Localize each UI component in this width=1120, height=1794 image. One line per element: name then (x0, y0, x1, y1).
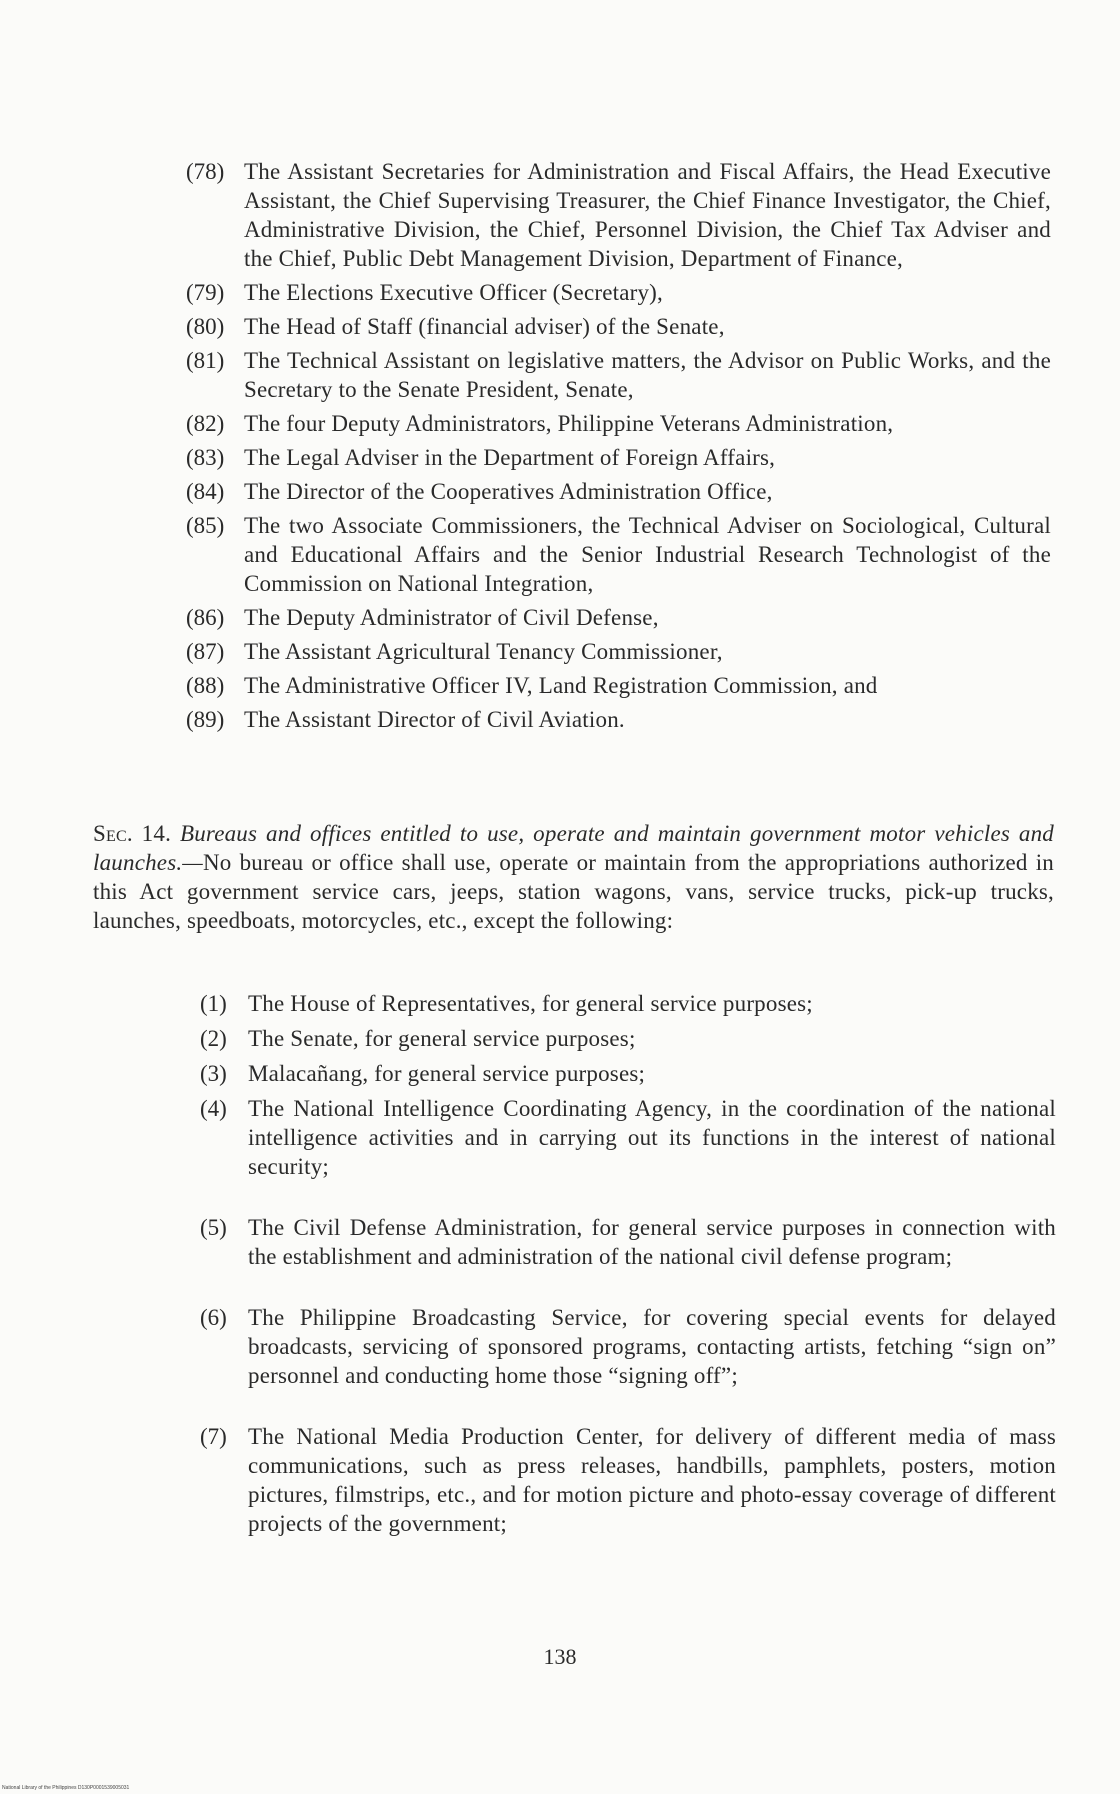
vehicle-exceptions-list (200, 989, 1056, 1544)
item-number: (87) (186, 639, 225, 664)
library-stamp: National Library of the Philippines D130P0001539005031 (2, 1785, 130, 1791)
item-text: The two Associate Commissioners, the Technical Adviser on Sociological, Cultural and Educational Affairs and the Senior Industrial Research Technologist of the Commission on National Integration, (244, 513, 1051, 596)
item-text: The National Media Production Center, for delivery of different media of mass communications, such as press releases, handbills, pamphlets, posters, motion pictures, filmstrips, etc., and for motion picture and photo-essay coverage of different projects of the government; (248, 1424, 1056, 1536)
list-item (200, 1024, 1056, 1053)
item-text: Malacañang, for general service purposes; (248, 1061, 646, 1086)
item-number: (3) (200, 1061, 227, 1086)
item-text: The Philippine Broadcasting Service, for covering special events for delayed broadcasts, servicing of sponsored programs, contacting artists, fetching “sign on” personnel and conducting home those “signing off”; (248, 1305, 1056, 1388)
list-item (186, 705, 1051, 734)
list-item (186, 443, 1051, 472)
list-item (200, 1094, 1056, 1181)
list-item (186, 477, 1051, 506)
item-number: (80) (186, 314, 225, 339)
item-number: (4) (200, 1096, 227, 1121)
item-text: The Legal Adviser in the Department of Foreign Affairs, (244, 445, 776, 470)
section-14-paragraph (93, 819, 1054, 935)
list-item (186, 671, 1051, 700)
item-number: (83) (186, 445, 225, 470)
item-number: (78) (186, 159, 225, 184)
list-item (186, 603, 1051, 632)
item-text: The four Deputy Administrators, Philippine Veterans Administration, (244, 411, 894, 436)
list-item (186, 511, 1051, 598)
item-number: (5) (200, 1215, 227, 1240)
list-item (186, 409, 1051, 438)
list-item (186, 346, 1051, 404)
list-item (186, 312, 1051, 341)
section-title: Bureaus and offices entitled to use, operate and maintain government motor vehicles and launches.— (93, 821, 1055, 875)
item-number: (82) (186, 411, 225, 436)
item-number: (2) (200, 1026, 227, 1051)
item-text: The Assistant Agricultural Tenancy Commissioner, (244, 639, 723, 664)
item-text: The Elections Executive Officer (Secretary), (244, 280, 663, 305)
item-text: The Assistant Secretaries for Administration and Fiscal Affairs, the Head Executive Assistant, the Chief Supervising Treasurer, the Chief Finance Investigator, the Chief, Administrative Division, the Chief, Personnel Division, the Chief Tax Adviser and the Chief, Public Debt Management Division, Department of Finance, (244, 159, 1051, 271)
item-number: (7) (200, 1424, 227, 1449)
item-number: (84) (186, 479, 225, 504)
item-text: The Head of Staff (financial adviser) of the Senate, (244, 314, 725, 339)
item-number: (88) (186, 673, 225, 698)
item-text: The Administrative Officer IV, Land Registration Commission, and (244, 673, 878, 698)
item-number: (6) (200, 1305, 227, 1330)
section-body: No bureau or office shall use, operate or maintain from the appropriations authorized in this Act government service cars, jeeps, station wagons, vans, service trucks, pick-up trucks, launches, speedboats, motorcycles, etc., except the following: (93, 850, 1054, 933)
item-text: The House of Representatives, for general service purposes; (248, 991, 813, 1016)
section-label: Sec. 14. (93, 821, 172, 846)
item-text: The Technical Assistant on legislative matters, the Advisor on Public Works, and the Secretary to the Senate President, Senate, (244, 348, 1051, 402)
list-item (186, 157, 1051, 273)
list-item (200, 1213, 1056, 1271)
item-text: The Director of the Cooperatives Administration Office, (244, 479, 773, 504)
item-number: (85) (186, 513, 225, 538)
list-item (200, 1059, 1056, 1088)
list-item (200, 1303, 1056, 1390)
list-item (186, 278, 1051, 307)
officials-list (186, 157, 1051, 739)
item-text: The National Intelligence Coordinating Agency, in the coordination of the national intelligence activities and in carrying out its functions in the interest of national security; (248, 1096, 1056, 1179)
item-number: (86) (186, 605, 225, 630)
item-text: The Senate, for general service purposes; (248, 1026, 636, 1051)
page-number: 138 (543, 1644, 577, 1669)
list-item (200, 989, 1056, 1018)
item-text: The Civil Defense Administration, for general service purposes in connection with the establishment and administration of the national civil defense program; (248, 1215, 1056, 1269)
item-text: The Deputy Administrator of Civil Defense, (244, 605, 659, 630)
item-number: (1) (200, 991, 227, 1016)
item-number: (89) (186, 707, 225, 732)
list-item (186, 637, 1051, 666)
item-number: (79) (186, 280, 225, 305)
item-text: The Assistant Director of Civil Aviation. (244, 707, 625, 732)
item-number: (81) (186, 348, 225, 373)
list-item (200, 1422, 1056, 1538)
